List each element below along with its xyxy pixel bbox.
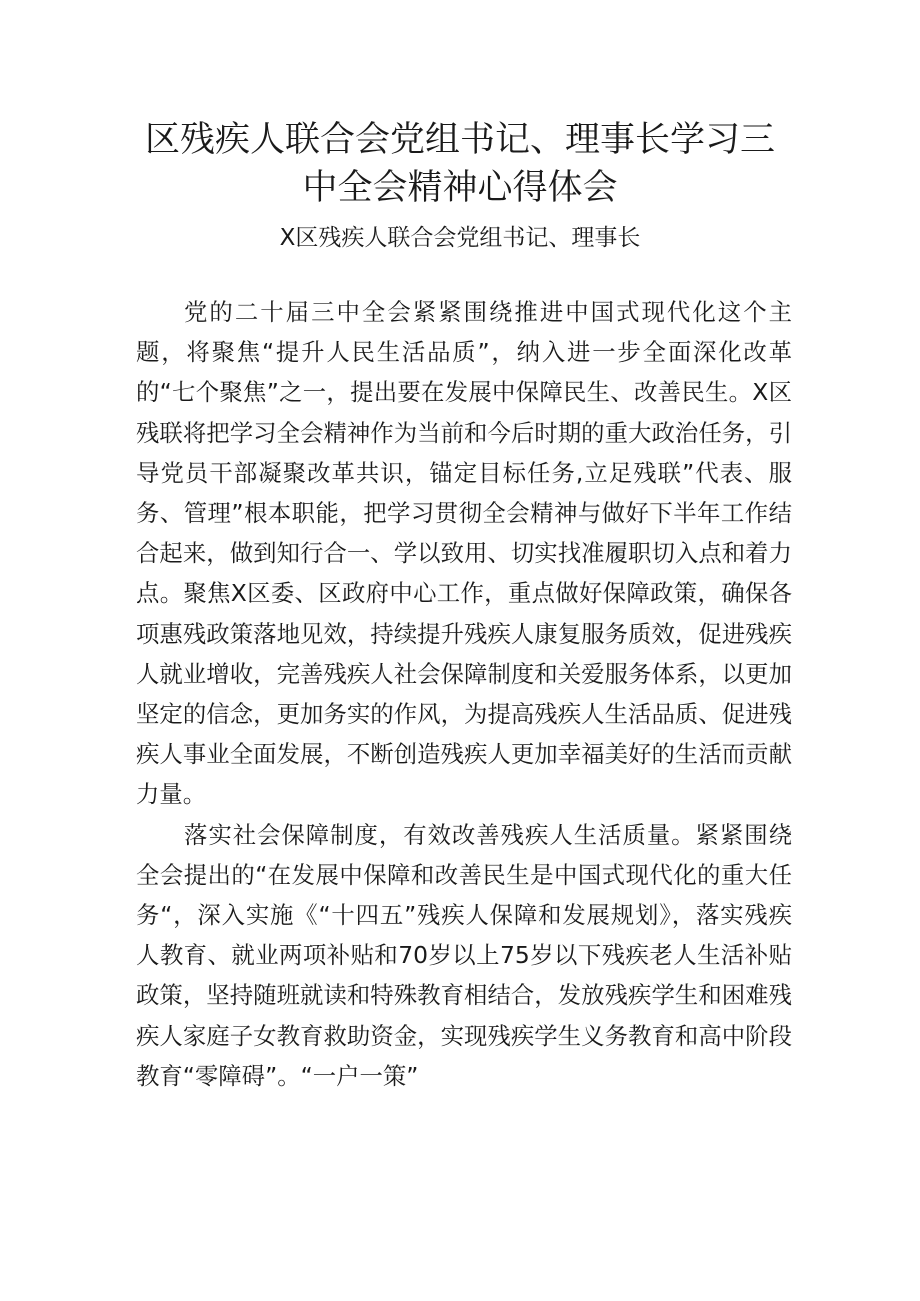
- body-paragraph: 落实社会保障制度，有效改善残疾人生活质量。紧紧围绕全会提出的“在发展中保障和改善民生是中国式现代化的重大任务“，深入实施《“十四五”残疾人保障和发展规划》，落实残疾人教育、就业两项补贴和70岁以上75岁以下残疾老人生活补贴政策，坚持随班就读和特殊教育相结合，发放残疾学生和困难残疾人家庭子女教育救助资金，实现残疾学生义务教育和高中阶段教育“零障碍”。“一户一策”: [136, 820, 792, 1090]
- document-body: [136, 292, 792, 1096]
- document-title: 区残疾人联合会党组书记、理事长学习三中全会精神心得体会: [144, 120, 775, 208]
- body-paragraph: 党的二十届三中全会紧紧围绕推进中国式现代化这个主题，将聚焦“提升人民生活品质”，纳入进一步全面深化改革的“七个聚焦”之一，提出要在发展中保障民生、改善民生。X区残联将把学习全会精神作为当前和今后时期的重大政治任务，引导党员干部凝聚改革共识，锚定目标任务,立足残联”代表、服务、管理”根本职能，把学习贯彻全会精神与做好下半年工作结合起来，做到知行合一、学以致用、切实找准履职切入点和着力点。聚焦X区委、区政府中心工作，重点做好保障政策，确保各项惠残政策落地见效，持续提升残疾人康复服务质效，促进残疾人就业增收，完善残疾人社会保障制度和关爱服务体系，以更加坚定的信念，更加务实的作风，为提高残疾人生活品质、促进残疾人事业全面发展，不断创造残疾人更加幸福美好的生活而贡献力量。: [136, 298, 792, 809]
- document-author: X区残疾人联合会党组书记、理事长: [279, 225, 641, 251]
